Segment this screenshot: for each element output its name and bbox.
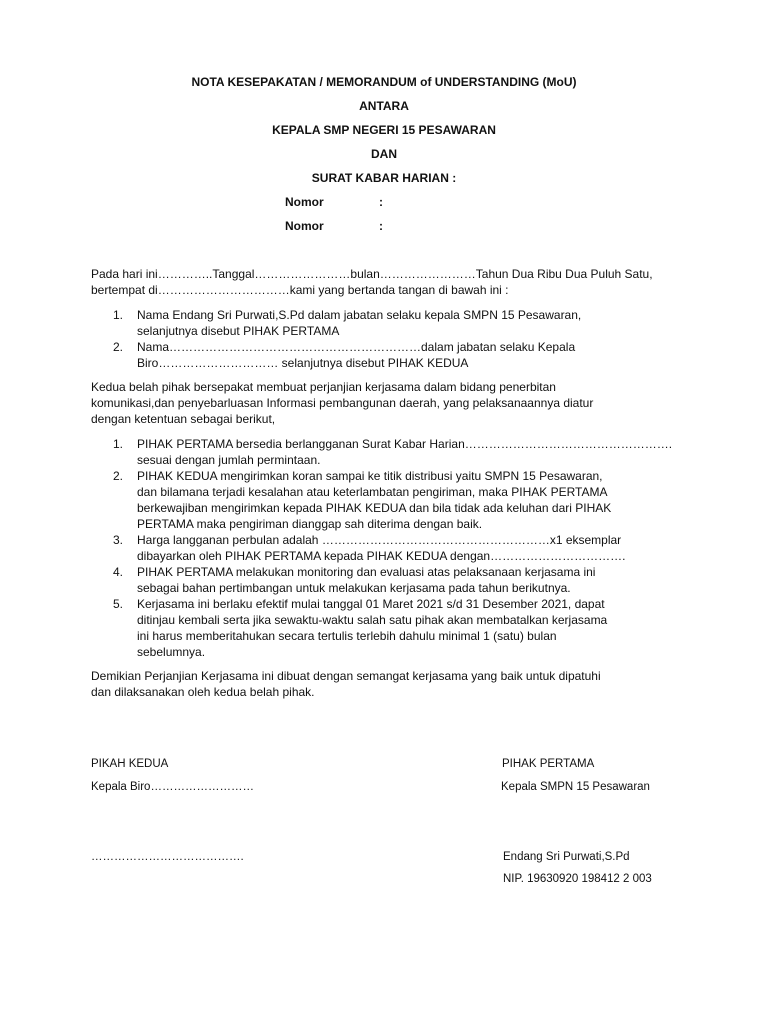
list-line: PIHAK KEDUA mengirimkan koran sampai ke titik distribusi yaitu SMPN 15 Pesawaran, — [137, 469, 603, 483]
list-item — [91, 564, 691, 596]
list-line: dan bilamana terjadi kesalahan atau keterlambatan pengiriman, maka PIHAK PERTAMA — [137, 485, 608, 499]
parties-list — [91, 307, 691, 371]
list-line: PERTAMA maka pengiriman dianggap sah diterima dengan baik. — [137, 517, 483, 531]
list-item — [91, 307, 691, 339]
list-number: 2. — [113, 469, 124, 483]
nomor-colon: : — [379, 219, 383, 233]
list-line: Kerjasama ini berlaku efektif mulai tanggal 01 Maret 2021 s/d 31 Desember 2021, dapat — [137, 597, 605, 611]
nomor-row-2 — [285, 219, 383, 233]
list-item — [91, 532, 691, 564]
list-item — [91, 436, 691, 468]
list-number: 5. — [113, 597, 124, 611]
right-signature-role: Kepala SMPN 15 Pesawaran — [501, 781, 650, 793]
intro-paragraph — [91, 266, 691, 298]
left-signature-name: …………………………………. — [91, 851, 244, 863]
list-line: sebagai bahan pertimbangan untuk melakukan kerjasama pada tahun berikutnya. — [137, 581, 571, 595]
nomor-label: Nomor — [285, 219, 324, 233]
second-party-heading: SURAT KABAR HARIAN : — [311, 171, 457, 185]
list-line: selanjutnya disebut PIHAK PERTAMA — [137, 324, 340, 338]
nomor-row-1 — [285, 195, 383, 209]
list-line: Biro………………………… selanjutnya disebut PIHAK KEDUA — [137, 356, 469, 370]
right-signature-title: PIHAK PERTAMA — [502, 758, 595, 770]
document-title: NOTA KESEPAKATAN / MEMORANDUM of UNDERSTANDING (MoU) — [191, 75, 577, 89]
list-item — [91, 596, 691, 660]
closing-line: dan dilaksanakan oleh kedua belah pihak. — [91, 685, 315, 699]
list-item — [91, 468, 691, 532]
intro-line: Pada hari ini…………..Tanggal……………………bulan……………………Tahun Dua Ribu Dua Puluh Satu, — [91, 267, 653, 281]
list-number: 3. — [113, 533, 124, 547]
right-signature-nip: NIP. 19630920 198412 2 003 — [503, 873, 652, 885]
agreement-line: dengan ketentuan sebagai berikut, — [91, 412, 276, 426]
list-line: Harga langganan perbulan adalah …………………………………………………x1 eksemplar — [137, 533, 622, 547]
list-number: 2. — [113, 340, 124, 354]
list-line: Nama Endang Sri Purwati,S.Pd dalam jabatan selaku kepala SMPN 15 Pesawaran, — [137, 308, 582, 322]
agreement-paragraph — [91, 379, 691, 427]
list-number: 4. — [113, 565, 124, 579]
list-number: 1. — [113, 308, 124, 322]
list-line: PIHAK PERTAMA melakukan monitoring dan evaluasi atas pelaksanaan kerjasama ini — [137, 565, 596, 579]
agreement-line: Kedua belah pihak bersepakat membuat perjanjian kerjasama dalam bidang penerbitan — [91, 380, 556, 394]
list-item — [91, 339, 691, 371]
nomor-colon: : — [379, 195, 383, 209]
first-party-heading: KEPALA SMP NEGERI 15 PESAWARAN — [272, 123, 496, 137]
right-signature-name: Endang Sri Purwati,S.Pd — [503, 851, 630, 863]
closing-line: Demikian Perjanjian Kerjasama ini dibuat dengan semangat kerjasama yang baik untuk dipatuhi — [91, 669, 601, 683]
left-signature-title: PIKAH KEDUA — [91, 758, 169, 770]
dan-heading: DAN — [371, 147, 397, 161]
left-signature-role: Kepala Biro……………………… — [91, 781, 254, 793]
list-line: sesuai dengan jumlah permintaan. — [137, 453, 321, 467]
list-line: PIHAK PERTAMA bersedia berlangganan Surat Kabar Harian……………………………………………. — [137, 437, 673, 451]
list-line: berkewajiban mengirimkan kepada PIHAK KEDUA dan bila tidak ada keluhan dari PIHAK — [137, 501, 612, 515]
terms-list — [91, 436, 691, 660]
list-line: Nama………………………………………………………dalam jabatan selaku Kepala — [137, 340, 576, 354]
nomor-label: Nomor — [285, 195, 324, 209]
antara-heading: ANTARA — [359, 99, 409, 113]
list-line: ini harus memberitahukan secara tertulis terlebih dahulu minimal 1 (satu) bulan — [137, 629, 557, 643]
list-line: ditinjau kembali serta jika sewaktu-waktu salah satu pihak akan membatalkan kerjasama — [137, 613, 608, 627]
intro-line: bertempat di……………………………kami yang bertanda tangan di bawah ini : — [91, 283, 509, 297]
closing-paragraph — [91, 668, 691, 700]
agreement-line: komunikasi,dan penyebarluasan Informasi pembangunan daerah, yang pelaksanaannya diatur — [91, 396, 594, 410]
list-line: dibayarkan oleh PIHAK PERTAMA kepada PIHAK KEDUA dengan……………………………. — [137, 549, 626, 563]
list-number: 1. — [113, 437, 124, 451]
list-line: sebelumnya. — [137, 645, 206, 659]
